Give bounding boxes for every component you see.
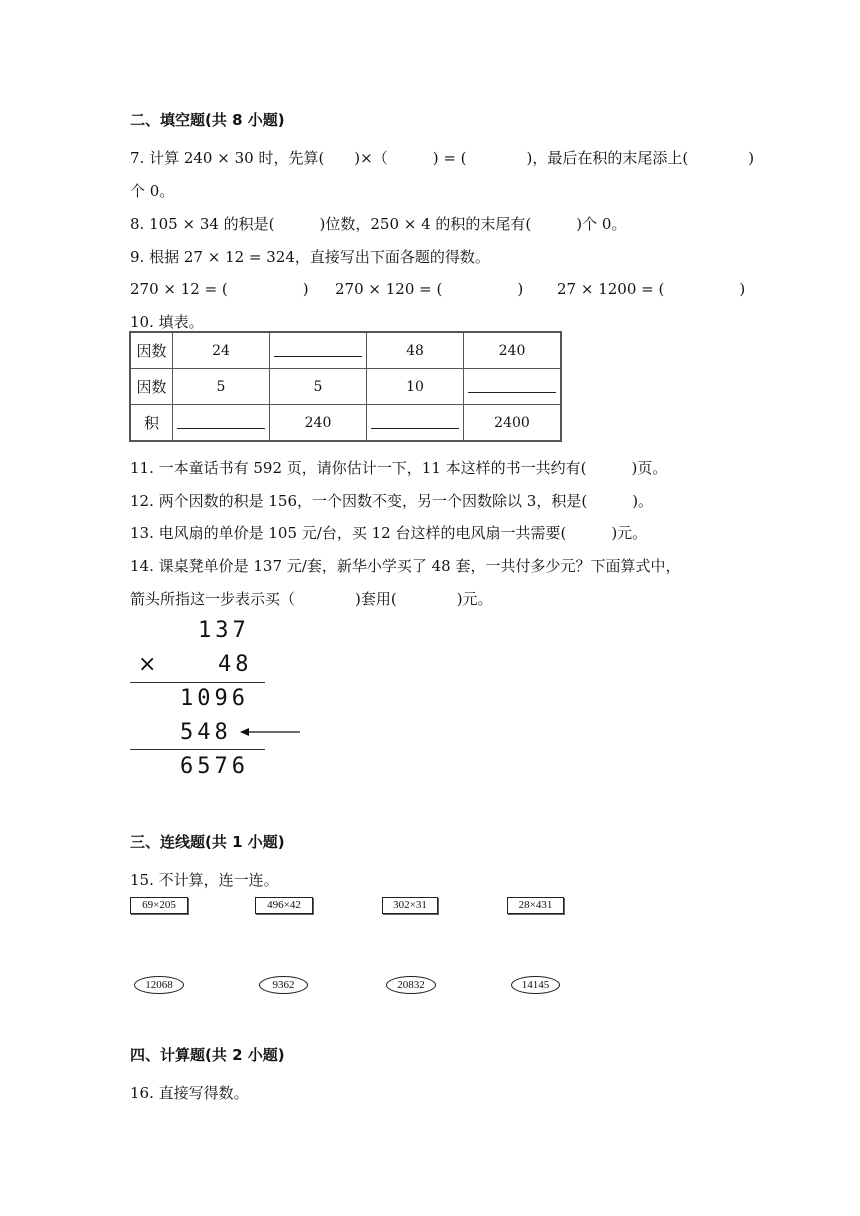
calc-multiply-sign: × — [138, 652, 161, 677]
table-blank-cell[interactable] — [270, 332, 367, 369]
table-cell: 2400 — [464, 405, 562, 442]
answer-blank[interactable] — [468, 380, 556, 393]
calc-top-number: 137 — [198, 618, 250, 643]
match-expression[interactable]: 496×42 — [255, 897, 313, 914]
question-8: 8. 105 × 34 的积是( )位数，250 × 4 的积的末尾有( )个 0。 — [130, 215, 627, 233]
arrow-left-icon — [240, 725, 302, 739]
table-cell: 10 — [367, 369, 464, 405]
table-cell: 240 — [464, 332, 562, 369]
question-7-line2: 个 0。 — [130, 182, 175, 200]
calc-partial-product-2: 548 — [180, 720, 232, 745]
match-expression[interactable]: 302×31 — [382, 897, 438, 914]
answer-blank[interactable] — [371, 416, 459, 429]
question-16: 16. 直接写得数。 — [130, 1084, 249, 1102]
table-cell: 48 — [367, 332, 464, 369]
table-cell: 因数 — [130, 369, 173, 405]
table-cell: 5 — [270, 369, 367, 405]
table-blank-cell[interactable] — [173, 405, 270, 442]
table-cell: 因数 — [130, 332, 173, 369]
table-cell: 积 — [130, 405, 173, 442]
match-expression[interactable]: 69×205 — [130, 897, 188, 914]
match-result[interactable]: 12068 — [134, 976, 184, 994]
question-9: 9. 根据 27 × 12 = 324，直接写出下面各题的得数。 — [130, 248, 490, 266]
calc-partial-product-1: 1096 — [180, 686, 249, 711]
question-13: 13. 电风扇的单价是 105 元/台，买 12 台这样的电风扇一共需要( )元。 — [130, 524, 648, 542]
question-9c: 27 × 1200 = ( ) — [557, 280, 746, 298]
question-7-line1: 7. 计算 240 × 30 时，先算( )×（ ) = ( )，最后在积的末尾添上( ) — [130, 149, 755, 167]
table-blank-cell[interactable] — [367, 405, 464, 442]
factor-table — [129, 331, 562, 442]
answer-blank[interactable] — [274, 344, 362, 357]
calc-second-number: 48 — [218, 652, 253, 677]
table-row — [130, 369, 561, 405]
answer-blank[interactable] — [177, 416, 265, 429]
section-title-fill-blank: 二、填空题(共 8 小题) — [130, 111, 285, 129]
question-9b: 270 × 120 = ( ) — [335, 280, 524, 298]
question-15: 15. 不计算，连一连。 — [130, 871, 279, 889]
question-10: 10. 填表。 — [130, 313, 204, 331]
table-cell: 24 — [173, 332, 270, 369]
question-14-line2: 箭头所指这一步表示买（ )套用( )元。 — [130, 590, 493, 608]
table-blank-cell[interactable] — [464, 369, 562, 405]
table-cell: 5 — [173, 369, 270, 405]
match-result[interactable]: 20832 — [386, 976, 436, 994]
match-expression[interactable]: 28×431 — [507, 897, 564, 914]
section-title-matching: 三、连线题(共 1 小题) — [130, 833, 285, 851]
table-row — [130, 405, 561, 442]
question-11: 11. 一本童话书有 592 页，请你估计一下，11 本这样的书一共约有( )页。 — [130, 459, 668, 477]
question-9a: 270 × 12 = ( ) — [130, 280, 309, 298]
table-cell: 240 — [270, 405, 367, 442]
match-result[interactable]: 9362 — [259, 976, 308, 994]
calc-divider-line — [130, 682, 265, 683]
calc-result: 6576 — [180, 754, 249, 779]
section-title-calc: 四、计算题(共 2 小题) — [130, 1046, 285, 1064]
question-12: 12. 两个因数的积是 156，一个因数不变，另一个因数除以 3，积是( )。 — [130, 492, 654, 510]
table-row — [130, 332, 561, 369]
match-result[interactable]: 14145 — [511, 976, 560, 994]
question-14-line1: 14. 课桌凳单价是 137 元/套，新华小学买了 48 套，一共付多少元？下面算式中， — [130, 557, 681, 575]
calc-divider-line — [130, 749, 265, 750]
